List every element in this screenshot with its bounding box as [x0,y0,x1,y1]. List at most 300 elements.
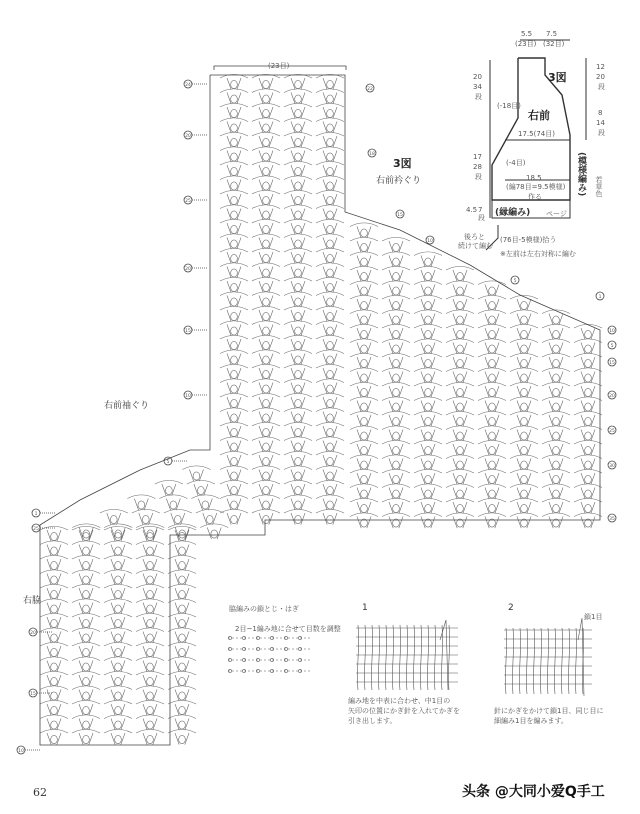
row-marker-left-9-text: 20 [30,631,36,637]
stitch-motif [446,295,474,310]
stitch-motif [72,599,100,614]
stitch-motif [136,613,164,628]
stitch-motif [284,422,312,437]
stitch-motif [168,628,196,643]
stitch-motif [316,306,344,321]
stitch-motif [414,411,442,426]
stitch-motif [104,686,132,701]
stitch-motif [136,628,164,643]
row-marker-edge-4-text: 30 [609,464,615,470]
right-front-schematic [486,40,586,250]
stitch-motif [382,353,410,368]
stitch-motif [510,295,538,310]
stitch-motif [382,295,410,310]
step2-line1: 針にかぎをかけて鎖1目、同じ目に [494,707,604,715]
stitch-motif [220,335,248,350]
stitch-motif [132,509,160,524]
stitch-motif [220,118,248,133]
stitch-motif [510,411,538,426]
row-marker-right-6 [608,341,616,349]
row-marker-left-11-text: 10 [18,749,24,755]
inner-note-minus18: (-18目) [497,102,521,110]
stitch-motif [284,451,312,466]
stitch-motif [446,455,474,470]
stitch-motif [104,715,132,730]
stitch-motif [316,190,344,205]
stitch-motif [316,495,344,510]
stitch-motif [284,321,312,336]
stitch-motif [414,469,442,484]
stitch-motif [40,584,68,599]
stitch-motif [350,339,378,354]
fabric-strand-1 [427,625,428,690]
row-marker-left-4-text: 15 [185,329,191,335]
stitch-motif [382,237,410,252]
stitch-motif [478,339,506,354]
row-marker-right-3-text: 10 [427,239,433,245]
stitch-motif [40,628,68,643]
row-marker-edge-0-text: 10 [609,329,615,335]
row-marker-right-0-text: 22 [367,87,373,93]
stitch-motif [382,252,410,267]
stitch-motif [350,252,378,267]
stitch-motif [542,455,570,470]
stitch-motif [252,103,280,118]
stitch-motif [136,570,164,585]
right-dim-8: 8 [598,109,603,117]
stitch-motif [168,642,196,657]
stitch-motif [284,335,312,350]
stitch-motif [252,118,280,133]
stitch-motif [72,642,100,657]
stitch-motif [220,277,248,292]
stitch-motif [168,715,196,730]
stitch-motif [542,484,570,499]
stitch-motif [574,440,602,455]
stitch-motif [350,237,378,252]
fabric-strand-1 [399,625,400,690]
stitch-motif [72,526,100,541]
stitch-motif [446,368,474,383]
row-marker-right-1 [368,149,376,157]
stitch-motif [100,509,128,524]
row-marker-left-6 [164,457,172,465]
row-marker-right-5-text: 1 [598,295,602,301]
stitch-motif [446,266,474,281]
stitch-motif [382,397,410,412]
width-mid: 17.5(74目) [518,130,555,138]
stitch-motif [316,277,344,292]
stitch-motif [72,700,100,715]
stitch-motif [136,541,164,556]
stitch-motif [478,295,506,310]
row-marker-edge-2 [608,391,616,399]
stitch-motif [284,437,312,452]
stitch-motif [350,455,378,470]
stitch-motif [316,292,344,307]
left-dim-45: 4.5 [466,206,478,214]
stitch-motif [136,686,164,701]
fabric-strand-1 [434,625,435,690]
row-marker-right-1-text: 18 [369,152,375,158]
stitch-motif [284,89,312,104]
stitch-motif [136,657,164,672]
stitch-motif [414,426,442,441]
stitch-motif [40,613,68,628]
stitch-motif [414,295,442,310]
stitch-motif [574,513,602,528]
stitch-motif [316,118,344,133]
row-marker-left-2-text: 25 [185,199,191,205]
stitch-motif [446,440,474,455]
stitch-motif [350,498,378,513]
row-marker-left-1 [184,131,192,139]
row-marker-left-3 [184,264,192,272]
stitch-motif [350,310,378,325]
stitch-motif [574,455,602,470]
stitch-motif [72,570,100,585]
row-marker-edge-4 [608,461,616,469]
bottom-stitches: (編78目=9.5模様) [506,183,566,191]
row-marker-right-6-text: 5 [610,344,614,350]
stitch-motif [104,555,132,570]
stitch-motif [284,147,312,162]
stitch-motif [542,513,570,528]
seam-subtitle: 2目~1編み地に合せて目数を調整 [235,625,341,633]
stitch-motif [446,484,474,499]
stitch-motif [382,266,410,281]
stitch-motif [382,455,410,470]
step1-line1: 編み地を中表に合わせ、中1目の [348,697,451,705]
stitch-motif [414,324,442,339]
stitch-motif [574,339,602,354]
stitch-motif [284,176,312,191]
stitch-motif [478,498,506,513]
stitch-motif [284,350,312,365]
stitch-motif [478,469,506,484]
stitch-motif [252,422,280,437]
stitch-motif [446,382,474,397]
stitch-motif [252,335,280,350]
stitch-motif [542,353,570,368]
stitch-motif [478,397,506,412]
stitch-motif [40,526,68,541]
row-marker-edge-1-text: 15 [609,361,615,367]
stitch-motif [316,364,344,379]
stitch-motif [382,498,410,513]
stitch-motif [414,397,442,412]
right-dim-14: 14 [596,119,605,127]
side-label: 右脇 [23,596,42,606]
stitch-motif [220,147,248,162]
stitch-motif [136,671,164,686]
row-marker-left-6-text: 5 [166,460,170,466]
stitch-motif [316,74,344,89]
stitch-motif [414,310,442,325]
stitch-motif [510,324,538,339]
stitch-motif [510,339,538,354]
stitch-motif [136,526,164,541]
stitch-motif [220,480,248,495]
stitch-motif [220,132,248,147]
stitch-motif [284,161,312,176]
stitch-motif [350,411,378,426]
stitch-motif [72,686,100,701]
row-marker-edge-0 [608,326,616,334]
stitch-motif [191,495,219,510]
stitch-motif [574,411,602,426]
stitch-motif [252,234,280,249]
stitch-motif [350,397,378,412]
stitch-motif [196,509,224,524]
stitch-motif [72,657,100,672]
width-bottom: 18.5 [526,174,542,182]
schematic-piece-name: 右前 [528,109,550,122]
stitch-motif [136,555,164,570]
step1-line2: 矢印の位置にかぎ針を入れてかぎを [348,707,460,715]
stitch-motif [510,382,538,397]
stitch-motif [284,234,312,249]
stitch-motif [220,495,248,510]
stitch-motif [40,686,68,701]
stitch-motif [316,379,344,394]
stitch-motif [168,555,196,570]
stitch-motif [316,205,344,220]
stitch-motif [220,161,248,176]
stitch-motif [382,339,410,354]
stitch-motif [72,671,100,686]
stitch-motif [284,480,312,495]
stitch-motif [414,382,442,397]
schematic-figure-label: 3図 [548,71,567,84]
stitch-motif [414,339,442,354]
stitch-motif [72,729,100,744]
stitch-motif [284,379,312,394]
stitch-motif [220,89,248,104]
row-marker-right-2 [396,210,404,218]
stitch-motif [446,513,474,528]
stitch-motif [382,411,410,426]
stitch-motif [40,642,68,657]
stitch-motif [478,281,506,296]
stitch-motif [316,219,344,234]
stitch-motif [414,266,442,281]
stitch-motif [220,219,248,234]
neckline-label: 右前衿ぐり [376,176,422,186]
stitch-motif [220,364,248,379]
stitch-motif [316,321,344,336]
stitch-motif [168,613,196,628]
stitch-motif [104,628,132,643]
stitch-motif [40,570,68,585]
schematic-top-width-2: 7.5 [546,30,558,38]
stitch-motif [168,541,196,556]
stitch-motif [252,350,280,365]
stitch-motif [446,498,474,513]
stitch-motif [104,570,132,585]
stitch-motif [168,599,196,614]
stitch-motif [414,513,442,528]
stitch-motif [284,132,312,147]
fabric-strand-1 [420,625,421,690]
stitch-motif [168,657,196,672]
stitch-motif [252,263,280,278]
stitch-motif [478,513,506,528]
stitch-motif [220,263,248,278]
row-marker-left-7-text: 1 [34,512,38,518]
stitch-motif [350,281,378,296]
stitch-motif [72,613,100,628]
stitch-motif [542,426,570,441]
stitch-motif [252,277,280,292]
row-marker-edge-3 [608,426,616,434]
stitch-motif [40,555,68,570]
stitch-motif [220,379,248,394]
stitch-motif [542,368,570,383]
stitch-motif [252,437,280,452]
symmetric-note: ※左前は左右対称に編む [500,250,576,258]
row-marker-left-8 [32,524,40,532]
stitch-motif [164,509,192,524]
stitch-motif [220,350,248,365]
stitch-motif [220,234,248,249]
stitch-motif [510,426,538,441]
stitch-motif [284,466,312,481]
armhole-label: 右前袖ぐり [104,401,150,411]
stitch-motif [382,382,410,397]
stitch-motif [200,524,228,539]
stitch-motif [478,353,506,368]
stitch-motif [574,368,602,383]
stitch-motif [104,700,132,715]
row-marker-edge-1 [608,358,616,366]
stitch-motif [252,248,280,263]
stitch-motif [316,422,344,437]
stitch-motif [220,393,248,408]
stitch-motif [168,526,196,541]
left-dim-20: 20 [473,73,482,81]
stitch-motif [414,484,442,499]
stitch-motif [510,397,538,412]
chart-figure-label: 3図 [393,157,412,170]
stitch-motif [284,205,312,220]
stitch-motif [510,469,538,484]
stitch-motif [284,248,312,263]
row-marker-right-4 [511,276,519,284]
stitch-motif [252,306,280,321]
stitch-motif [350,469,378,484]
right-dim-dan-1: 段 [598,83,605,91]
stitch-motif [446,411,474,426]
stitch-motif [510,440,538,455]
row-marker-left-4 [184,326,192,334]
stitch-motif [284,364,312,379]
stitch-motif [542,339,570,354]
pickup-note-2: 続けて編む [458,242,493,250]
stitch-motif [252,509,280,524]
right-dim-12: 12 [596,63,605,71]
stitch-motif [252,451,280,466]
stitch-motif [168,700,196,715]
stitch-motif [104,671,132,686]
stitch-motif [220,103,248,118]
stitch-motif [414,368,442,383]
left-dim-28: 28 [473,163,482,171]
stitch-motif [316,234,344,249]
step1-number: 1 [362,603,368,613]
stitch-motif [220,451,248,466]
stitch-motif [168,584,196,599]
stitch-motif [574,426,602,441]
stitch-motif [414,252,442,267]
stitch-motif [316,161,344,176]
fabric-strand-1 [392,625,393,690]
stitch-motif [446,310,474,325]
stitch-motif [182,466,210,481]
stitch-motif [382,281,410,296]
stitch-motif [350,266,378,281]
stitch-motif [316,89,344,104]
stitch-motif [316,466,344,481]
row-marker-right-0 [366,84,374,92]
stitch-motif [478,484,506,499]
stitch-motif [252,408,280,423]
stitch-motif [382,469,410,484]
left-dim-34: 34 [473,83,482,91]
stitch-motif [252,321,280,336]
page-number: 62 [33,786,47,799]
stitch-motif [104,584,132,599]
stitch-motif [542,498,570,513]
fabric-strand-1 [413,625,414,690]
left-dim-dan-3: 段 [478,214,485,222]
row-marker-right-5 [596,292,604,300]
stitch-motif [72,715,100,730]
stitch-motif [382,484,410,499]
stitch-motif [350,353,378,368]
stitch-motif [252,89,280,104]
stitch-motif [220,190,248,205]
stitch-motif [350,513,378,528]
stitch-motif [252,219,280,234]
stitch-motif [104,599,132,614]
left-dim-dan-1: 段 [475,93,482,101]
stitch-motif [252,190,280,205]
stitch-motif [220,437,248,452]
stitch-motif [510,498,538,513]
edge-ref: ページ [546,210,567,218]
row-marker-left-5-text: 10 [185,394,191,400]
stitch-motif [284,263,312,278]
stitch-motif [72,628,100,643]
row-marker-left-10 [29,689,37,697]
row-marker-left-0-text: 24 [185,83,191,89]
stitch-motif [414,440,442,455]
stitch-motif [446,353,474,368]
stitch-motif [168,729,196,744]
stitch-motif [574,469,602,484]
stitch-motif [284,103,312,118]
row-marker-right-2-text: 15 [397,213,403,219]
stitch-motif [284,74,312,89]
stitch-motif [136,642,164,657]
stitch-motif [136,715,164,730]
row-marker-left-10-text: 15 [30,692,36,698]
right-dim-20: 20 [596,73,605,81]
stitch-motif [187,480,215,495]
stitch-motif [382,310,410,325]
stitch-motif [72,555,100,570]
